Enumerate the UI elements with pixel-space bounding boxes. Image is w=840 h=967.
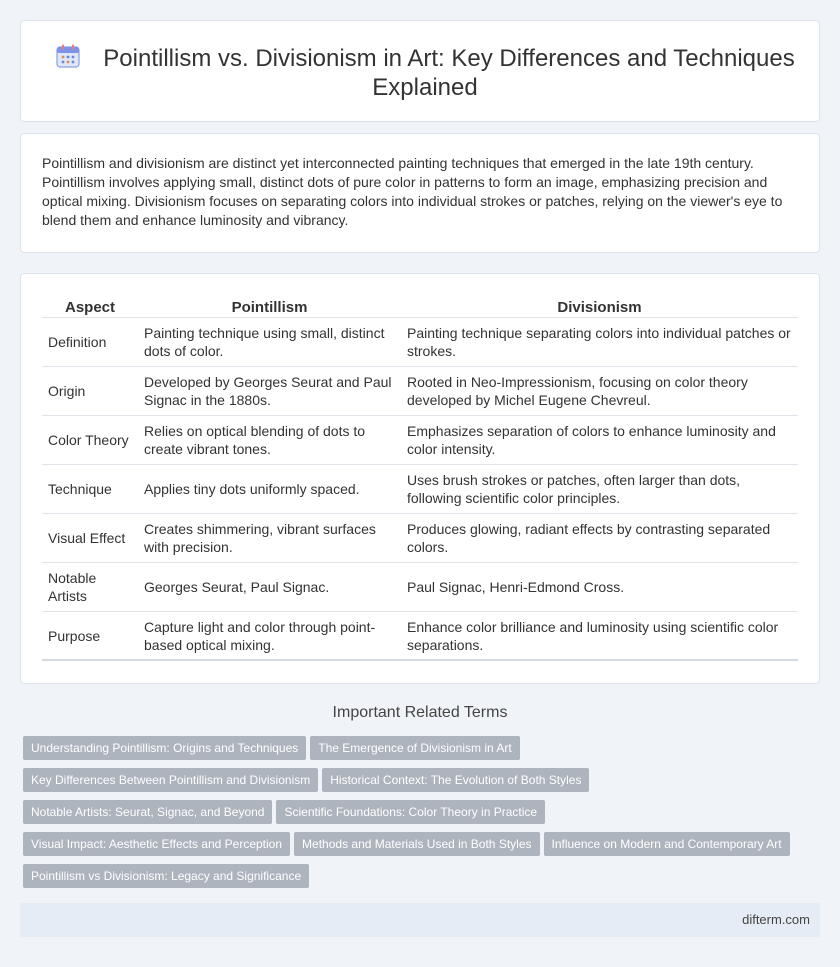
table-row — [42, 514, 798, 563]
related-terms-list — [23, 736, 823, 896]
related-term-tag[interactable]: Pointillism vs Divisionism: Legacy and Significance — [23, 864, 309, 888]
comparison-table — [42, 296, 798, 661]
related-term-tag[interactable]: Visual Impact: Aesthetic Effects and Perception — [23, 832, 290, 856]
footer — [20, 903, 820, 937]
aspect-cell: Technique — [42, 465, 138, 514]
related-term-tag[interactable]: Methods and Materials Used in Both Styles — [294, 832, 539, 856]
divisionism-cell: Paul Signac, Henri-Edmond Cross. — [401, 563, 798, 612]
divisionism-cell: Uses brush strokes or patches, often larger than dots, following scientific color principles. — [401, 465, 798, 514]
table-row — [42, 367, 798, 416]
divisionism-cell: Enhance color brilliance and luminosity using scientific color separations. — [401, 612, 798, 661]
related-term-tag[interactable]: Notable Artists: Seurat, Signac, and Beyond — [23, 800, 272, 824]
related-term-tag[interactable]: Influence on Modern and Contemporary Art — [544, 832, 790, 856]
table-row — [42, 465, 798, 514]
related-term-tag[interactable]: The Emergence of Divisionism in Art — [310, 736, 519, 760]
page-title-wrap — [51, 43, 799, 102]
calendar-icon — [55, 43, 81, 69]
aspect-cell: Visual Effect — [42, 514, 138, 563]
aspect-cell: Definition — [42, 318, 138, 367]
pointillism-cell: Creates shimmering, vibrant surfaces with precision. — [138, 514, 401, 563]
pointillism-cell: Applies tiny dots uniformly spaced. — [138, 465, 401, 514]
intro-paragraph: Pointillism and divisionism are distinct yet interconnected painting techniques that emerged in the late 19th century. Pointillism involves applying small, distinct dots of pure color in patterns to form an image, emphasizing precision and optical mixing. Divisionism focuses on separating colors into individual strokes or patches, relying on the viewer's eye to blend them and enhance luminosity and vibrancy. — [42, 155, 783, 228]
header-divisionism: Divisionism — [401, 296, 798, 318]
aspect-cell: Origin — [42, 367, 138, 416]
table-row — [42, 612, 798, 661]
related-term-tag[interactable]: Scientific Foundations: Color Theory in Practice — [276, 800, 545, 824]
page-title: Pointillism vs. Divisionism in Art: Key Differences and Techniques Explained — [103, 45, 795, 101]
table-header-row — [42, 296, 798, 318]
pointillism-cell: Painting technique using small, distinct dots of color. — [138, 318, 401, 367]
table-row — [42, 318, 798, 367]
divisionism-cell: Painting technique separating colors into individual patches or strokes. — [401, 318, 798, 367]
aspect-cell: Color Theory — [42, 416, 138, 465]
divisionism-cell: Produces glowing, radiant effects by contrasting separated colors. — [401, 514, 798, 563]
pointillism-cell: Relies on optical blending of dots to create vibrant tones. — [138, 416, 401, 465]
header-pointillism: Pointillism — [138, 296, 401, 318]
divisionism-cell: Emphasizes separation of colors to enhance luminosity and color intensity. — [401, 416, 798, 465]
pointillism-cell: Developed by Georges Seurat and Paul Signac in the 1880s. — [138, 367, 401, 416]
footer-site-link[interactable]: difterm.com — [742, 912, 810, 927]
table-row — [42, 416, 798, 465]
pointillism-cell: Capture light and color through point-based optical mixing. — [138, 612, 401, 661]
intro-card — [20, 133, 820, 253]
related-term-tag[interactable]: Key Differences Between Pointillism and Divisionism — [23, 768, 318, 792]
aspect-cell: Notable Artists — [42, 563, 138, 612]
comparison-table-card — [20, 273, 820, 684]
related-term-tag[interactable]: Understanding Pointillism: Origins and Techniques — [23, 736, 306, 760]
aspect-cell: Purpose — [42, 612, 138, 661]
table-row — [42, 563, 798, 612]
pointillism-cell: Georges Seurat, Paul Signac. — [138, 563, 401, 612]
header-card — [20, 20, 820, 122]
header-aspect: Aspect — [42, 296, 138, 318]
related-terms-title: Important Related Terms — [332, 704, 508, 721]
divisionism-cell: Rooted in Neo-Impressionism, focusing on color theory developed by Michel Eugene Chevreul. — [401, 367, 798, 416]
related-term-tag[interactable]: Historical Context: The Evolution of Both Styles — [322, 768, 589, 792]
